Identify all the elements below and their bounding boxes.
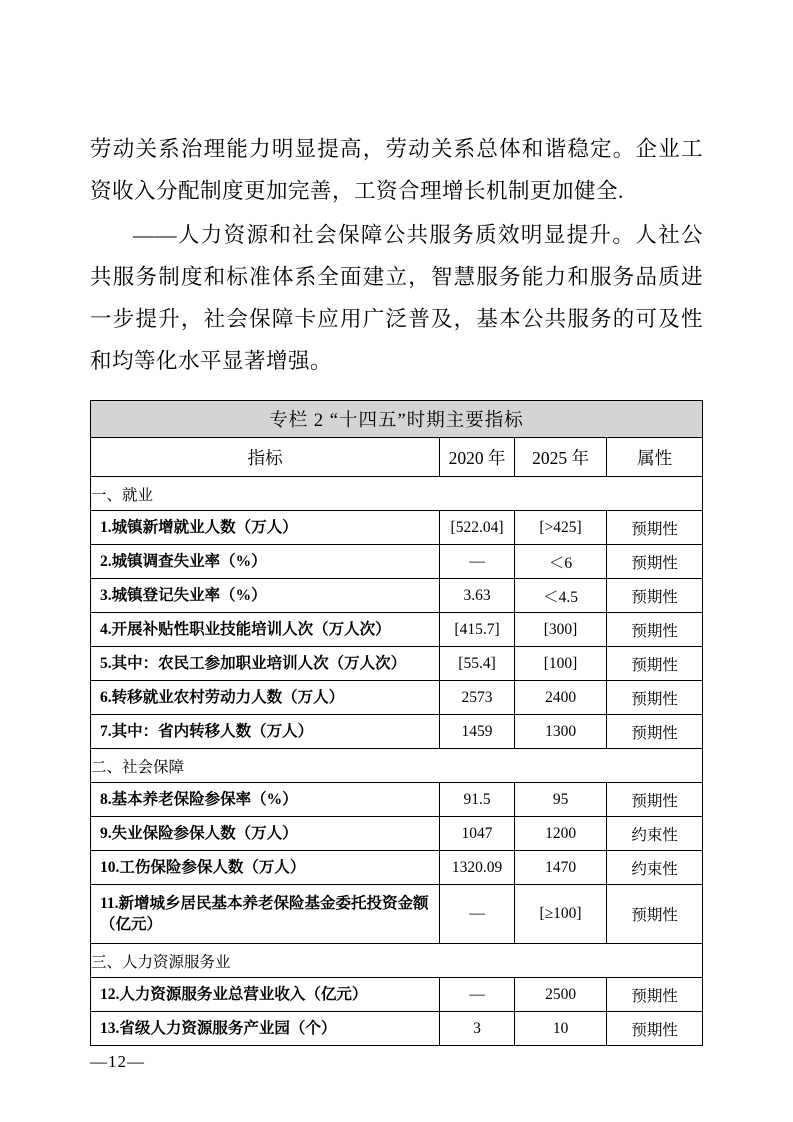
row-value-2025: 95	[514, 783, 607, 817]
row-value-2025: 1300	[514, 715, 607, 749]
row-value-2020: [415.7]	[440, 613, 514, 647]
table-row	[91, 851, 703, 885]
row-attribute: 预期性	[607, 579, 703, 613]
header-2025: 2025 年	[514, 438, 607, 477]
paragraph-2: ——人力资源和社会保障公共服务质效明显提升。人社公共服务制度和标准体系全面建立，智慧服务能力和服务品质进一步提升，社会保障卡应用广泛普及，基本公共服务的可及性和均等化水平显著增强。	[90, 223, 703, 373]
row-attribute: 预期性	[607, 978, 703, 1012]
row-value-2025: [100]	[514, 647, 607, 681]
row-value-2020: 3.63	[440, 579, 514, 613]
row-attribute: 预期性	[607, 885, 703, 944]
table-row	[91, 511, 703, 545]
row-attribute: 预期性	[607, 647, 703, 681]
row-attribute: 预期性	[607, 511, 703, 545]
row-indicator: 12.人力资源服务业总营业收入（亿元）	[91, 978, 440, 1012]
section-label: 二、社会保障	[91, 749, 703, 783]
row-value-2020: [522.04]	[440, 511, 514, 545]
row-value-2025: 1470	[514, 851, 607, 885]
page-number: —12—	[90, 1052, 145, 1071]
row-value-2020: —	[440, 885, 514, 944]
section-label: 一、就业	[91, 477, 703, 511]
row-indicator: 4.开展补贴性职业技能培训人次（万人次）	[91, 613, 440, 647]
table-row	[91, 613, 703, 647]
row-indicator: 13.省级人力资源服务产业园（个）	[91, 1012, 440, 1046]
header-attribute: 属性	[607, 438, 703, 477]
row-attribute: 预期性	[607, 715, 703, 749]
row-value-2020: 1320.09	[440, 851, 514, 885]
table-section-row	[91, 477, 703, 511]
row-indicator: 5.其中：农民工参加职业培训人次（万人次）	[91, 647, 440, 681]
row-value-2025: ＜6	[514, 545, 607, 579]
row-value-2020: 3	[440, 1012, 514, 1046]
row-value-2025: 2400	[514, 681, 607, 715]
row-indicator: 9.失业保险参保人数（万人）	[91, 817, 440, 851]
row-attribute: 预期性	[607, 1012, 703, 1046]
table-row	[91, 885, 703, 944]
table-caption-row	[91, 401, 703, 438]
table-caption: 专栏 2 “十四五”时期主要指标	[91, 401, 703, 438]
row-indicator: 2.城镇调查失业率（%）	[91, 545, 440, 579]
row-value-2020: 91.5	[440, 783, 514, 817]
row-value-2020: 2573	[440, 681, 514, 715]
row-indicator: 10.工伤保险参保人数（万人）	[91, 851, 440, 885]
section-label: 三、人力资源服务业	[91, 944, 703, 978]
table-row	[91, 545, 703, 579]
row-value-2025: [300]	[514, 613, 607, 647]
row-indicator: 6.转移就业农村劳动力人数（万人）	[91, 681, 440, 715]
row-indicator: 3.城镇登记失业率（%）	[91, 579, 440, 613]
row-attribute: 预期性	[607, 613, 703, 647]
row-attribute: 预期性	[607, 681, 703, 715]
row-value-2020: —	[440, 545, 514, 579]
row-value-2020: [55.4]	[440, 647, 514, 681]
row-value-2025: 10	[514, 1012, 607, 1046]
row-value-2025: [>425]	[514, 511, 607, 545]
row-value-2020: 1459	[440, 715, 514, 749]
row-indicator: 11.新增城乡居民基本养老保险基金委托投资金额（亿元）	[91, 885, 440, 944]
table-row	[91, 715, 703, 749]
row-indicator: 1.城镇新增就业人数（万人）	[91, 511, 440, 545]
row-attribute: 约束性	[607, 851, 703, 885]
row-indicator: 7.其中：省内转移人数（万人）	[91, 715, 440, 749]
row-value-2025: [≥100]	[514, 885, 607, 944]
row-value-2025: ＜4.5	[514, 579, 607, 613]
row-attribute: 预期性	[607, 783, 703, 817]
table-section-row	[91, 944, 703, 978]
header-2020: 2020 年	[440, 438, 514, 477]
table-row	[91, 681, 703, 715]
row-value-2020: 1047	[440, 817, 514, 851]
indicators-table	[90, 400, 703, 1046]
row-value-2025: 2500	[514, 978, 607, 1012]
row-attribute: 约束性	[607, 817, 703, 851]
row-value-2025: 1200	[514, 817, 607, 851]
table-row	[91, 579, 703, 613]
table-row	[91, 783, 703, 817]
paragraph-1: 劳动关系治理能力明显提高，劳动关系总体和谐稳定。企业工资收入分配制度更加完善，工资合理增长机制更加健全.	[90, 137, 703, 203]
row-attribute: 预期性	[607, 545, 703, 579]
row-value-2020: —	[440, 978, 514, 1012]
table-row	[91, 817, 703, 851]
table-header-row	[91, 438, 703, 477]
table-row	[91, 978, 703, 1012]
table-row	[91, 1012, 703, 1046]
row-indicator: 8.基本养老保险参保率（%）	[91, 783, 440, 817]
table-row	[91, 647, 703, 681]
table-section-row	[91, 749, 703, 783]
header-indicator: 指标	[91, 438, 440, 477]
